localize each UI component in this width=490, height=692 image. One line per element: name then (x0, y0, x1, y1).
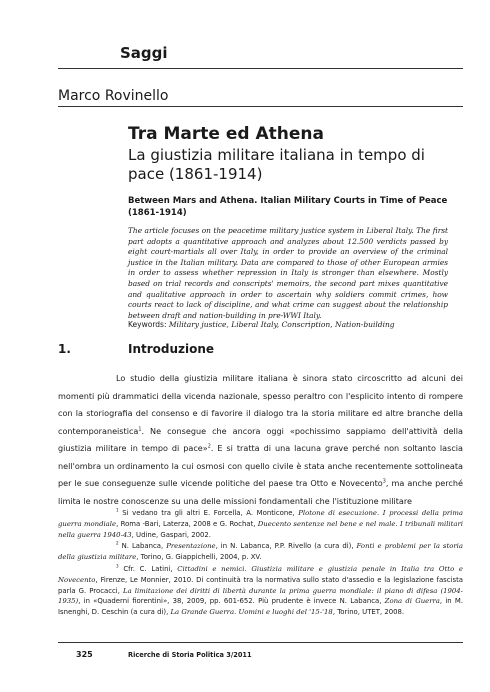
keywords (128, 320, 458, 329)
text-run: , Torino, UTET, 2008. (332, 608, 405, 617)
footnotes (58, 508, 463, 619)
text-run: , Firenze, Le Monnier, 2010. Di continuità tra la normativa sullo stato d'assedio e la legislazione fascista parla G. Procacci, (58, 575, 463, 595)
text-run: , ma anche perché limita le nostre conoscenze su una delle missioni fondamentali che l'istituzione militare (58, 478, 463, 506)
text-run: Fonti e problemi per la storia della giustizia militare (58, 542, 463, 562)
text-run: Cfr. C. Latini, (118, 564, 178, 573)
journal-name: Ricerche di Storia Politica 3/2011 (128, 651, 252, 659)
section-number: 1. (58, 342, 71, 356)
article-subtitle: La giustizia militare italiana in tempo di pace (1861-1914) (128, 146, 425, 183)
text-run: , Torino, G. Giappichelli, 2004, p. XV. (136, 553, 262, 562)
footnote-3 (58, 564, 463, 618)
section-title: Introduzione (128, 342, 215, 356)
divider-author (58, 106, 463, 107)
text-run: Cittadini e nemici. Giustizia militare e giustizia penale in Italia tra Otto e Novecento (58, 564, 464, 584)
footnote-number: 1 (116, 507, 119, 513)
footnote-ref[interactable]: 1 (138, 425, 142, 432)
english-title: Between Mars and Athena. Italian Military Courts in Time of Peace (1861-1914) (128, 196, 448, 218)
text-run: Zona di Guerra (384, 597, 440, 606)
author-name: Marco Rovinello (58, 88, 169, 104)
keywords-list: Military justice, Liberal Italy, Conscription, Nation-building (168, 320, 395, 329)
text-run: Presentazione (166, 542, 216, 551)
text-run: , in M. Isnenghi, D. Ceschin (a cura di), (58, 597, 463, 617)
text-run: , in N. Labanca, P.P. Rivello (a cura di), (215, 542, 357, 551)
abstract: The article focuses on the peacetime military justice system in Liberal Italy. The first part adopts a quantitative approach and analyzes about 12.500 verdicts passed by eight court-martials all over Italy, in order to provide an overview of the criminal justice in the Italian military. Data are compared to those of other European armies in order to assess whether repression in Italy is stronger than elsewhere. Mostly based on trial records and conscripts' memoirs, the second part mixes quantitative and qualitative approach in order to ascertain why soldiers commit crimes, how courts react to lack of discipline, and what crime can suggest about the relationship between draft and nation-building in pre-WWI Italy. (128, 226, 448, 320)
footnote-2 (58, 541, 463, 563)
text-run: Si vedano tra gli altri E. Forcella, A. Monticone, (118, 509, 299, 517)
footnote-number: 3 (116, 563, 119, 569)
text-run: . Ne consegue che ancora oggi «pochissimo sappiamo dell'attività della giustizia militare in tempo di pace» (58, 425, 463, 453)
text-run: La Grande Guerra. Uomini e luoghi del '15-'18 (170, 608, 333, 617)
text-run: Lo studio della giustizia militare italiana è sinora stato circoscritto ad alcuni dei momenti più drammatici della vicenda nazionale, spesso peraltro con l'esplicito intento di rompere con la storiografia del consenso e di favorire il dialogo tra la storia militare ed altre branche della contemporaneistica (58, 373, 463, 436)
paragraph (58, 370, 463, 510)
text-run: . E si tratta di una lacuna grave perché non soltanto lascia nell'ombra un ordinamento la cui osmosi con quello civile è stata anche recentemente sottolineata per le sue conseguenze sulle vicende politiche del paese tra Otto e Novecento (58, 443, 463, 488)
text-run: N. Labanca, (118, 542, 167, 551)
divider-top (58, 68, 463, 69)
page-number: 325 (76, 650, 93, 659)
text-run: Plotone di esecuzione. I processi della prima guerra mondiale (58, 509, 463, 528)
keywords-label: Keywords: (128, 320, 167, 329)
text-run: La limitazione dei diritti di libertà durante la prima guerra mondiale: il piano di difesa (1904-1935) (58, 586, 464, 606)
text-run: Duecento sentenze nel bene e nel male. I tribunali militari nella guerra 1940-43 (58, 519, 463, 539)
text-run: , Udine, Gaspari, 2002. (131, 530, 211, 539)
body-text (58, 370, 463, 510)
text-run: , in «Quaderni fiorentini», 38, 2009, pp. 601-652. Più prudente è invece N. Labanca, (78, 597, 385, 606)
section-label: Saggi (120, 44, 168, 62)
text-run: , Roma -Bari, Laterza, 2008 e G. Rochat, (116, 519, 258, 528)
footnote-number: 2 (116, 541, 119, 547)
article-title: Tra Marte ed Athena (128, 124, 324, 144)
footnote-1 (58, 508, 463, 540)
footnote-ref[interactable]: 2 (207, 443, 211, 450)
divider-footer (58, 642, 463, 643)
footnote-ref[interactable]: 3 (382, 478, 386, 485)
